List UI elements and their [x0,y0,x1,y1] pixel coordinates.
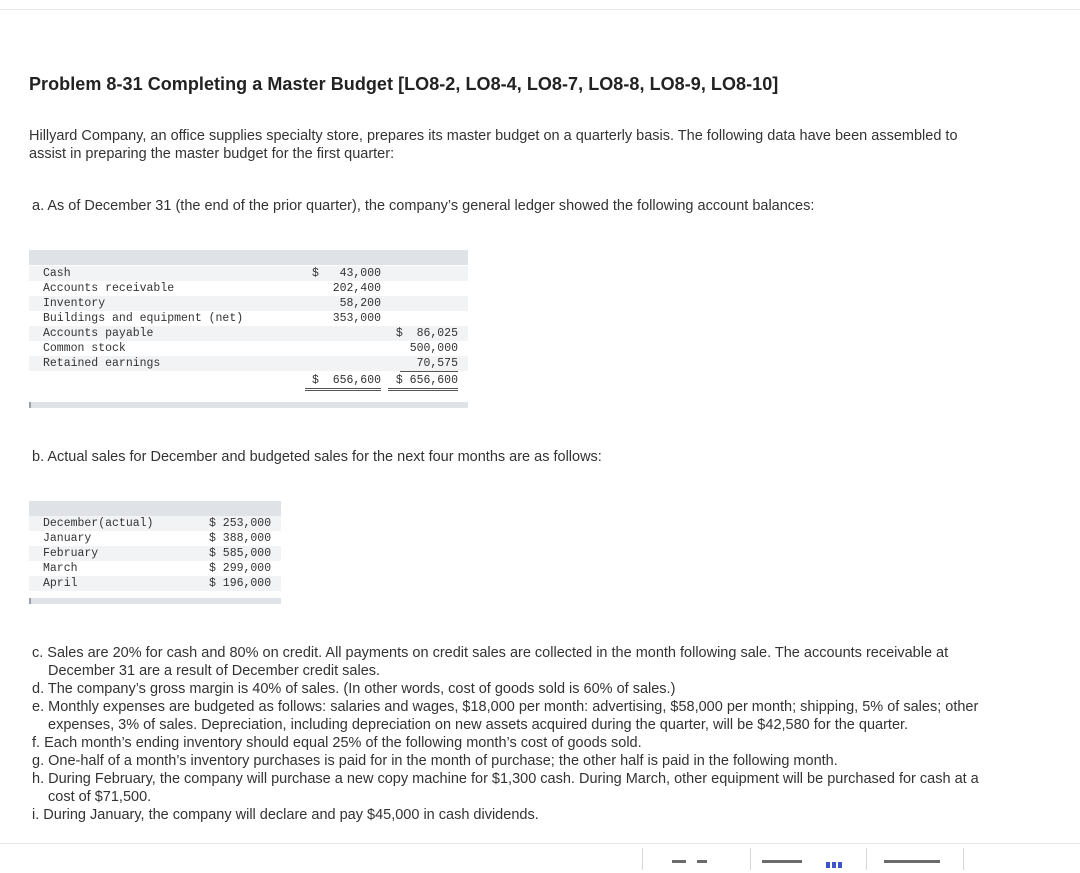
sales-table [29,501,281,605]
table-header-bar [29,250,468,265]
debit-amount: 353,000 [328,311,381,327]
table-row [29,281,468,296]
credit-amount: $ 86,025 [395,327,458,340]
table-row [29,296,468,311]
nav-divider [866,848,867,870]
sales-amount: $ 253,000 [209,517,272,530]
credit-amount: 70,575 [400,356,458,372]
list-item: d. The company’s gross margin is 40% of sales. (In other words, cost of goods sold is 60% of sales.) [32,681,676,697]
account-label: Inventory [43,297,106,310]
account-label: Accounts payable [43,327,154,340]
list-item: i. During January, the company will declare and pay $45,000 in cash dividends. [32,807,539,823]
account-label: Buildings and equipment (net) [43,312,244,325]
table-row [29,356,468,371]
table-footer-bar [29,598,281,604]
account-label: Retained earnings [43,357,161,370]
table-row [29,531,281,546]
sales-month: February [43,547,99,560]
sales-month: December(actual) [43,517,154,530]
table-row [29,311,468,326]
table-row [29,546,281,561]
total-debit: $ 656,600 [305,374,381,391]
grid-icon[interactable] [826,855,848,861]
list-item: c. Sales are 20% for cash and 80% on credit. All payments on credit sales are collected in the month following sale. The accounts receivable at December 31 are a result of December credit sales. [32,645,949,679]
table-row [29,516,281,531]
list-item: f. Each month’s ending inventory should equal 25% of the following month’s cost of goods sold. [32,735,642,751]
account-label: Accounts receivable [43,282,175,295]
part-a-text: a. As of December 31 (the end of the prior quarter), the company’s general ledger showed the following account balances: [32,198,815,214]
nav-divider [750,848,751,870]
top-divider [0,9,1080,10]
table-row [29,341,468,356]
problem-title: Problem 8-31 Completing a Master Budget [LO8-2, LO8-4, LO8-7, LO8-8, LO8-9, LO8-10] [29,74,779,94]
sales-amount: $ 388,000 [209,532,272,545]
sales-month: March [43,562,78,575]
table-row [29,576,281,591]
list-item: h. During February, the company will purchase a new copy machine for $1,300 cash. During March, other equipment will be purchased for cash at a cost of $71,500. [32,771,979,805]
sales-month: April [43,577,78,590]
list-item: e. Monthly expenses are budgeted as follows: salaries and wages, $18,000 per month: advertising, $58,000 per month; shipping, 5% of sales; other expenses, 3% of sales. Depreciation, including depreciation on new assets acquired during the quarter, will be $42,580 for the quarter. [32,699,979,733]
sales-amount: $ 196,000 [209,577,272,590]
intro-paragraph: Hillyard Company, an office supplies specialty store, prepares its master budget on a quarterly basis. The following data have been assembled to assist in preparing the master budget for the first quarter: [29,128,958,162]
table-footer-bar [29,402,468,408]
next-label-fragment[interactable] [884,860,940,863]
page-indicator-fragment [762,860,802,863]
table-row [29,266,468,281]
sales-amount: $ 585,000 [209,547,272,560]
account-label: Cash [43,267,71,280]
part-b-text: b. Actual sales for December and budgeted sales for the next four months are as follows: [32,449,602,465]
debit-amount: 202,400 [332,282,381,295]
account-label: Common stock [43,342,126,355]
prev-label-fragment [697,860,707,863]
nav-divider [642,848,643,870]
list-item: g. One-half of a month’s inventory purchases is paid for in the month of purchase; the other half is paid in the following month. [32,753,838,769]
total-credit: $ 656,600 [388,374,458,391]
nav-divider [963,848,964,870]
table-total-row [29,374,468,389]
debit-amount: $ 43,000 [311,267,381,280]
sales-month: January [43,532,92,545]
table-header-bar [29,501,281,516]
bottom-nav-bar [0,843,1080,870]
account-balances-table [29,250,468,410]
sales-amount: $ 299,000 [209,562,272,575]
credit-amount: 500,000 [409,342,458,355]
prev-arrow-icon[interactable] [672,860,686,863]
table-row [29,561,281,576]
debit-amount: 58,200 [339,297,381,310]
assumption-list [32,644,992,824]
table-row [29,326,468,341]
